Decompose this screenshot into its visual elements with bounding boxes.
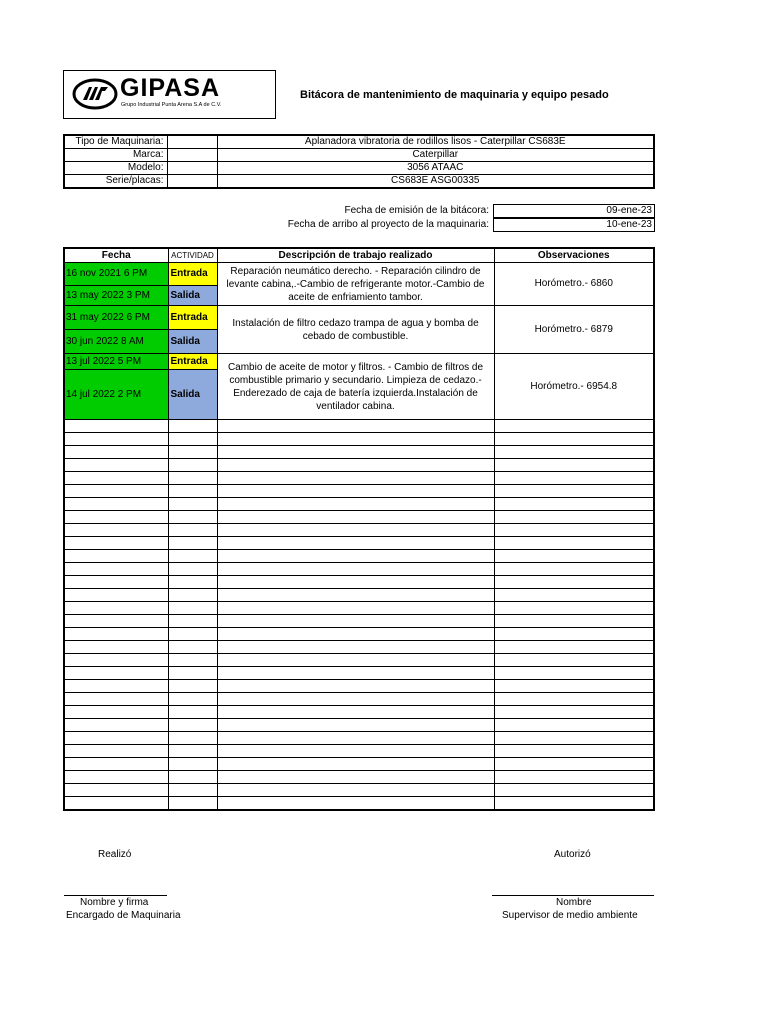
empty-cell (168, 667, 217, 680)
empty-log-row (64, 511, 654, 524)
empty-cell (64, 446, 168, 459)
empty-cell (64, 563, 168, 576)
empty-log-row (64, 706, 654, 719)
empty-cell (168, 706, 217, 719)
empty-cell (64, 745, 168, 758)
empty-cell (168, 576, 217, 589)
logo-subtitle: Grupo Industrial Punta Arena S.A de C.V. (121, 102, 222, 108)
empty-cell (64, 485, 168, 498)
empty-log-row (64, 654, 654, 667)
company-logo (63, 70, 276, 119)
observaciones-cell: Horómetro.- 6954.8 (494, 354, 654, 420)
maintenance-log-table (63, 247, 655, 811)
empty-cell (64, 680, 168, 693)
empty-cell (168, 797, 217, 811)
empty-cell (494, 797, 654, 811)
empty-log-row (64, 628, 654, 641)
empty-log-row (64, 641, 654, 654)
empty-log-row (64, 446, 654, 459)
empty-cell (64, 472, 168, 485)
empty-cell (217, 420, 494, 433)
empty-cell (217, 615, 494, 628)
empty-cell (168, 654, 217, 667)
empty-cell (217, 797, 494, 811)
empty-cell (168, 732, 217, 745)
empty-cell (217, 628, 494, 641)
machine-label: Modelo: (64, 162, 167, 175)
observaciones-cell: Horómetro.- 6879 (494, 306, 654, 354)
empty-cell (217, 784, 494, 797)
empty-cell (64, 693, 168, 706)
empty-log-row (64, 563, 654, 576)
empty-cell (217, 758, 494, 771)
entrada-fecha: 16 nov 2021 6 PM (64, 263, 168, 286)
log-entry-row (64, 354, 654, 370)
empty-cell (168, 602, 217, 615)
gipasa-logo-icon (72, 78, 118, 110)
empty-log-row (64, 797, 654, 811)
empty-cell (494, 446, 654, 459)
empty-cell (217, 693, 494, 706)
empty-cell (494, 693, 654, 706)
empty-cell (64, 550, 168, 563)
empty-cell (494, 758, 654, 771)
empty-cell (168, 511, 217, 524)
entrada-badge: Entrada (168, 263, 217, 286)
descripcion-cell: Reparación neumático derecho. - Reparación cilindro de levante cabina,.-Cambio de refrigerante motor.-Cambio de aceite de enfriamiento tambor. (217, 263, 494, 306)
empty-cell (217, 680, 494, 693)
empty-cell (168, 563, 217, 576)
empty-cell (217, 771, 494, 784)
empty-cell (494, 433, 654, 446)
empty-cell (64, 615, 168, 628)
machine-info-table (63, 134, 655, 189)
empty-cell (64, 524, 168, 537)
descripcion-cell: Cambio de aceite de motor y filtros. - Cambio de filtros de combustible primario y secundario. Limpieza de cedazo.-Enderezado de caja de batería izquierda.Instalación de ventilador cabina. (217, 354, 494, 420)
empty-cell (217, 511, 494, 524)
empty-cell (217, 459, 494, 472)
empty-cell (168, 680, 217, 693)
empty-log-row (64, 615, 654, 628)
autorizo-label: Autorizó (554, 849, 591, 860)
fecha-arribo-label: Fecha de arribo al proyecto de la maquinaria: (287, 219, 489, 230)
empty-cell (168, 472, 217, 485)
empty-cell (494, 550, 654, 563)
entrada-fecha: 31 may 2022 6 PM (64, 306, 168, 330)
empty-cell (217, 485, 494, 498)
machine-value: Aplanadora vibratoria de rodillos lisos - Caterpillar CS683E (217, 135, 654, 149)
empty-log-row (64, 602, 654, 615)
empty-cell (64, 576, 168, 589)
empty-cell (494, 602, 654, 615)
machine-row (64, 175, 654, 189)
empty-cell (168, 771, 217, 784)
empty-cell (64, 641, 168, 654)
empty-cell (64, 459, 168, 472)
empty-cell (168, 550, 217, 563)
empty-log-row (64, 745, 654, 758)
empty-cell (64, 784, 168, 797)
empty-cell (494, 771, 654, 784)
empty-cell (494, 459, 654, 472)
empty-cell (217, 719, 494, 732)
empty-cell (217, 667, 494, 680)
machine-label: Serie/placas: (64, 175, 167, 189)
machine-value: Caterpillar (217, 149, 654, 162)
empty-cell (217, 498, 494, 511)
empty-cell (168, 420, 217, 433)
right-signature-role: Supervisor de medio ambiente (502, 910, 638, 921)
empty-cell (168, 589, 217, 602)
left-signature-name: Nombre y firma (80, 897, 149, 908)
empty-cell (494, 524, 654, 537)
logo-text: GIPASA (120, 74, 220, 102)
descripcion-cell: Instalación de filtro cedazo trampa de agua y bomba de cebado de combustible. (217, 306, 494, 354)
machine-value: 3056 ATAAC (217, 162, 654, 175)
empty-cell (217, 524, 494, 537)
empty-cell (64, 654, 168, 667)
empty-cell (494, 745, 654, 758)
log-entry-row (64, 263, 654, 286)
empty-cell (64, 602, 168, 615)
salida-badge: Salida (168, 286, 217, 306)
empty-cell (494, 420, 654, 433)
empty-cell (64, 667, 168, 680)
empty-cell (168, 758, 217, 771)
salida-fecha: 13 may 2022 3 PM (64, 286, 168, 306)
entrada-badge: Entrada (168, 354, 217, 370)
empty-cell (217, 602, 494, 615)
machine-value: CS683E ASG00335 (217, 175, 654, 189)
empty-cell (168, 524, 217, 537)
empty-cell (494, 537, 654, 550)
machine-row (64, 162, 654, 175)
empty-cell (168, 745, 217, 758)
empty-cell (64, 589, 168, 602)
fecha-emision-value: 09-ene-23 (493, 204, 655, 218)
entrada-fecha: 13 jul 2022 5 PM (64, 354, 168, 370)
empty-cell (217, 589, 494, 602)
empty-cell (494, 667, 654, 680)
empty-cell (217, 537, 494, 550)
empty-log-row (64, 459, 654, 472)
empty-cell (168, 784, 217, 797)
empty-log-row (64, 433, 654, 446)
empty-cell (494, 654, 654, 667)
empty-cell (64, 498, 168, 511)
empty-log-row (64, 420, 654, 433)
empty-log-row (64, 719, 654, 732)
machine-row (64, 135, 654, 149)
empty-cell (168, 433, 217, 446)
log-header-row (64, 248, 654, 263)
empty-cell (494, 576, 654, 589)
empty-log-row (64, 732, 654, 745)
empty-log-row (64, 576, 654, 589)
empty-cell (217, 732, 494, 745)
empty-cell (217, 745, 494, 758)
right-signature-line (492, 895, 654, 896)
machine-row (64, 149, 654, 162)
empty-log-row (64, 771, 654, 784)
empty-cell (494, 498, 654, 511)
empty-cell (64, 797, 168, 811)
empty-cell (494, 472, 654, 485)
document-title: Bitácora de mantenimiento de maquinaria y equipo pesado (300, 89, 609, 101)
empty-cell (168, 459, 217, 472)
empty-log-row (64, 485, 654, 498)
empty-cell (64, 537, 168, 550)
empty-cell (168, 446, 217, 459)
empty-cell (217, 550, 494, 563)
empty-cell (494, 589, 654, 602)
empty-cell (168, 537, 217, 550)
machine-label: Marca: (64, 149, 167, 162)
empty-log-row (64, 472, 654, 485)
left-signature-line (64, 895, 167, 896)
empty-cell (494, 628, 654, 641)
empty-cell (168, 498, 217, 511)
empty-log-row (64, 784, 654, 797)
empty-cell (217, 641, 494, 654)
header-descripcion: Descripción de trabajo realizado (217, 248, 494, 263)
empty-cell (168, 628, 217, 641)
empty-cell (64, 719, 168, 732)
empty-cell (494, 511, 654, 524)
empty-cell (494, 784, 654, 797)
left-signature-role: Encargado de Maquinaria (66, 910, 181, 921)
empty-cell (494, 615, 654, 628)
header-observaciones: Observaciones (494, 248, 654, 263)
empty-cell (64, 706, 168, 719)
empty-log-row (64, 680, 654, 693)
empty-cell (217, 472, 494, 485)
empty-cell (217, 433, 494, 446)
salida-fecha: 14 jul 2022 2 PM (64, 370, 168, 420)
header-fecha: Fecha (64, 248, 168, 263)
empty-cell (494, 732, 654, 745)
empty-cell (168, 615, 217, 628)
salida-badge: Salida (168, 370, 217, 420)
empty-log-row (64, 550, 654, 563)
entrada-badge: Entrada (168, 306, 217, 330)
empty-log-row (64, 537, 654, 550)
empty-log-row (64, 758, 654, 771)
right-signature-name: Nombre (556, 897, 592, 908)
salida-fecha: 30 jun 2022 8 AM (64, 330, 168, 354)
empty-cell (168, 719, 217, 732)
empty-cell (64, 433, 168, 446)
empty-cell (494, 485, 654, 498)
fecha-emision-label: Fecha de emisión de la bitácora: (344, 205, 489, 216)
empty-cell (168, 693, 217, 706)
fecha-arribo-value: 10-ene-23 (493, 218, 655, 232)
empty-log-row (64, 498, 654, 511)
header-actividad: ACTIVIDAD (168, 248, 217, 263)
salida-badge: Salida (168, 330, 217, 354)
empty-cell (494, 680, 654, 693)
empty-cell (217, 576, 494, 589)
empty-cell (64, 771, 168, 784)
empty-cell (64, 732, 168, 745)
empty-cell (217, 654, 494, 667)
log-entry-row (64, 306, 654, 330)
empty-log-row (64, 524, 654, 537)
realizo-label: Realizó (98, 849, 132, 860)
empty-log-row (64, 667, 654, 680)
empty-cell (494, 641, 654, 654)
empty-cell (168, 485, 217, 498)
empty-cell (64, 511, 168, 524)
empty-log-row (64, 693, 654, 706)
empty-log-row (64, 589, 654, 602)
observaciones-cell: Horómetro.- 6860 (494, 263, 654, 306)
empty-cell (217, 706, 494, 719)
empty-cell (64, 628, 168, 641)
empty-cell (64, 758, 168, 771)
empty-cell (168, 641, 217, 654)
empty-cell (217, 446, 494, 459)
empty-cell (217, 563, 494, 576)
machine-label: Tipo de Maquinaria: (64, 135, 167, 149)
empty-cell (494, 563, 654, 576)
empty-cell (64, 420, 168, 433)
empty-cell (494, 719, 654, 732)
empty-cell (494, 706, 654, 719)
